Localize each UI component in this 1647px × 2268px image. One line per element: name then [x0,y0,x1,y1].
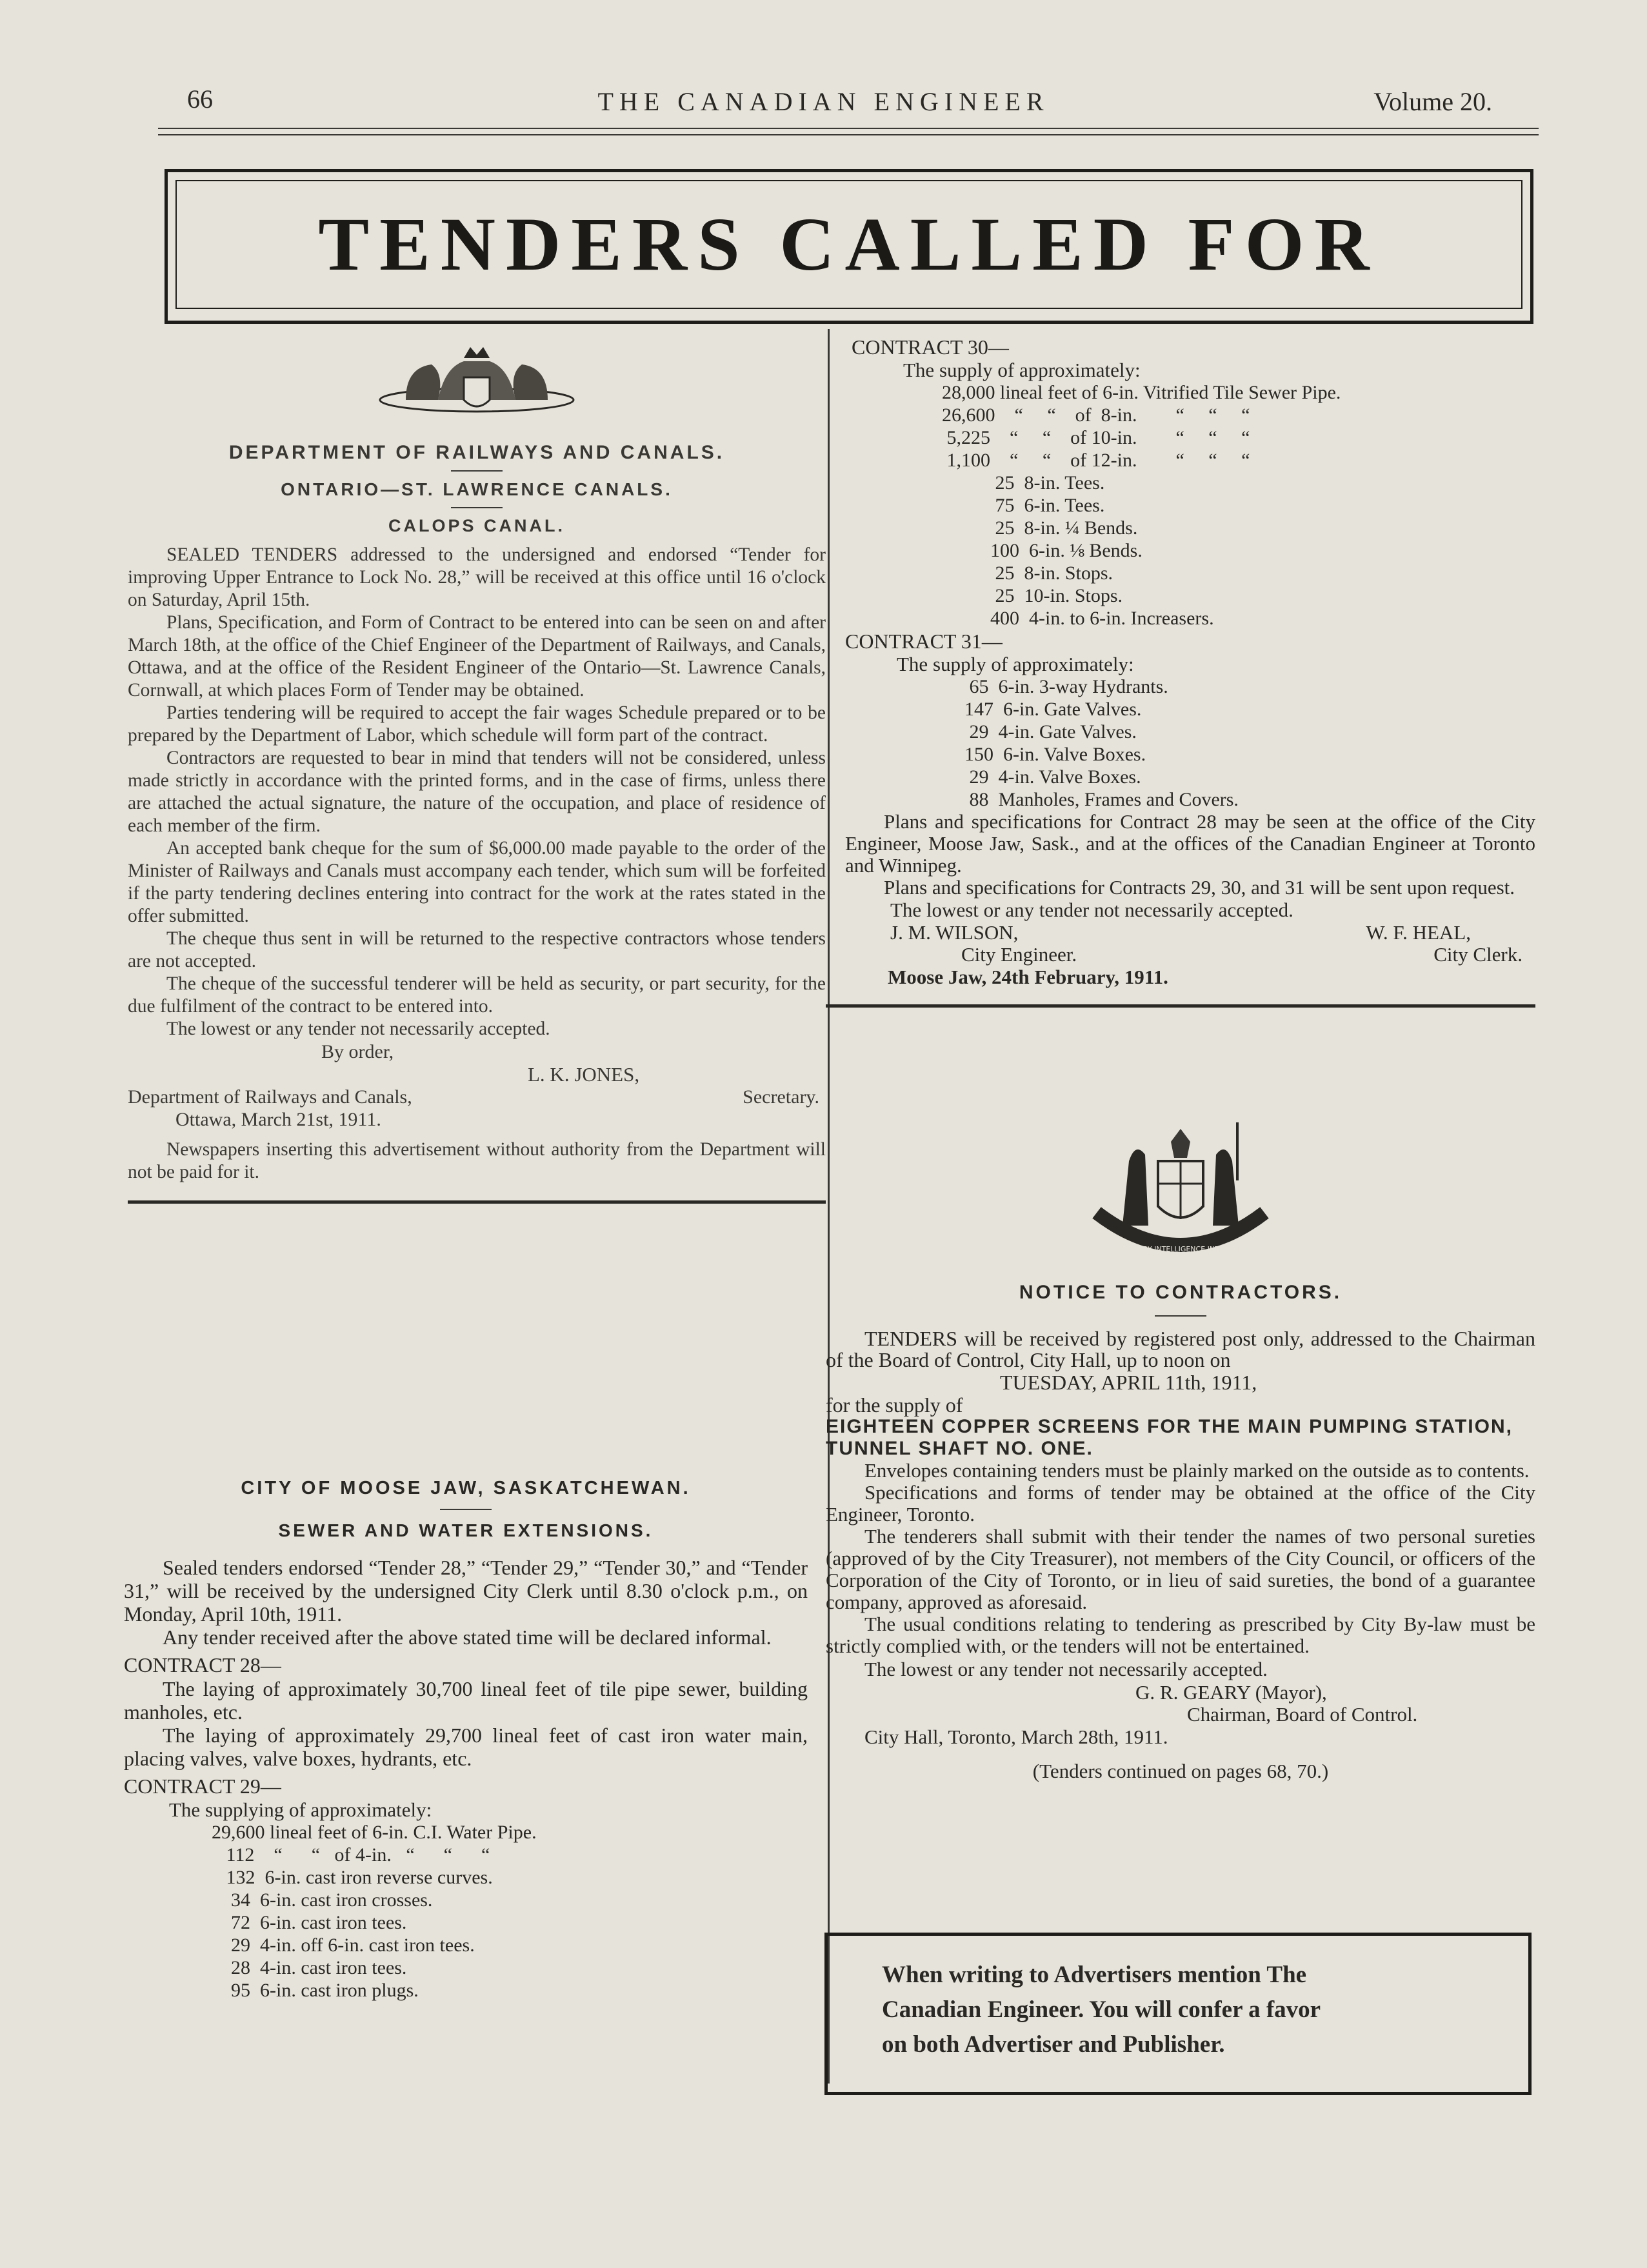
toronto-specifications: Specifications and forms of tender may be obtained at the office of the City Engineer, Toronto. [826,1481,1535,1526]
toronto-intro: TENDERS will be received by registered post only, addressed to the Chairman of the Board of Control, City Hall, up to noon on [826,1327,1535,1371]
toronto-signer-title: Chairman, Board of Control. [1187,1703,1418,1726]
railways-dept-name: Department of Railways and Canals, [128,1086,412,1108]
contract-31-row: 29 4-in. Valve Boxes. [955,766,1141,788]
railways-secretary: Secretary. [743,1086,819,1108]
city-clerk-title: City Clerk. [1433,943,1522,966]
contract-29-row: 112 “ “ of 4-in. “ “ “ [212,1844,490,1865]
advertiser-notice [824,1933,1532,2095]
contract-31-row: 29 4-in. Gate Valves. [955,721,1137,742]
contract-29-row: 28 4-in. cast iron tees. [212,1957,407,1978]
toronto-arms-icon [1084,1116,1277,1271]
banner-inner-frame [175,180,1522,309]
toronto-title: NOTICE TO CONTRACTORS. [1019,1282,1343,1303]
city-engineer-title: City Engineer. [961,943,1077,966]
railways-canal-name: CALOPS CANAL. [388,516,565,535]
contract-29-row: 34 6-in. cast iron crosses. [212,1889,433,1911]
moosejaw-title: CITY OF MOOSE JAW, SASKATCHEWAN. [241,1478,691,1498]
railways-by-order: By order, [321,1041,394,1062]
motto-text: INDUSTRY INTELLIGENCE INTEGRITY [1116,1245,1245,1253]
moosejaw-subtitle: SEWER AND WATER EXTENSIONS. [278,1520,654,1540]
contract-30-list [852,381,1535,630]
contract-31-row: 150 6-in. Valve Boxes. [955,744,1146,765]
contract-30-row: 25 10-in. Stops. [942,585,1123,606]
tenders-continued-note: (Tenders continued on pages 68, 70.) [1032,1760,1329,1782]
moosejaw-notice [124,1477,808,2002]
contract-31-heading: CONTRACT 31— [845,630,1003,653]
railways-notice [128,342,826,1204]
moosejaw-signatures-1 [852,922,1535,944]
railways-newspapers-note: Newspapers inserting this advertisement without authority from the Department will not be paid for it. [128,1139,826,1182]
contract-30-intro: The supply of approximately: [903,359,1141,381]
contract-29-list [124,1821,808,2002]
magazine-title: THE CANADIAN ENGINEER [597,87,1050,116]
contract-30-row: 400 4-in. to 6-in. Increasers. [942,608,1214,629]
toronto-envelopes: Envelopes containing tenders must be plainly marked on the outside as to contents. [864,1459,1530,1482]
contract-28-heading: CONTRACT 28— [124,1653,281,1676]
moosejaw-signatures-2 [852,944,1535,966]
toronto-for-line: for the supply of [826,1393,963,1417]
contract-29-intro: The supplying of approximately: [169,1798,432,1821]
railways-signer: L. K. JONES, [528,1063,640,1086]
railways-paragraph: The lowest or any tender not necessarily accepted. [166,1019,550,1039]
city-clerk-name: W. F. HEAL, [1366,921,1471,944]
toronto-conditions: The usual conditions relating to tendering as prescribed by City By-law must be strictly complied with, or the tenders will not be entertained. [826,1613,1535,1657]
contract-28-sewer: The laying of approximately 30,700 lineal feet of tile pipe sewer, building manholes, etc. [124,1677,808,1724]
ad-line: on both Advertiser and Publisher. [882,2031,1225,2058]
moosejaw-lowest: The lowest or any tender not necessarily accepted. [890,899,1293,921]
moosejaw-notice-continued [845,335,1535,1008]
toronto-signer: G. R. GEARY (Mayor), [1135,1681,1327,1704]
contract-29-row: 29 4-in. off 6-in. cast iron tees. [212,1935,475,1956]
contract-29-heading: CONTRACT 29— [124,1775,281,1798]
contract-30-row: 25 8-in. Stops. [942,562,1113,584]
contract-30-row: 100 6-in. ⅛ Bends. [942,540,1143,561]
railways-dept-line [128,1086,826,1108]
contract-31-row: 147 6-in. Gate Valves. [955,699,1142,720]
divider [440,1509,492,1510]
plans-other-contracts: Plans and specifications for Contracts 29, 30, and 31 will be sent upon request. [884,876,1515,899]
plans-contract-28: Plans and specifications for Contract 28 may be seen at the office of the City Engineer, Moose Jaw, Sask., and at the offices of the Canadian Engineer at Toronto and Winnipeg. [845,810,1535,877]
contract-29-row: 132 6-in. cast iron reverse curves. [212,1867,493,1888]
contract-28-water: The laying of approximately 29,700 lineal feet of cast iron water main, placing valves, valve boxes, hydrants, etc. [124,1724,808,1770]
contract-30-row: 26,600 “ “ of 8-in. “ “ “ [942,404,1250,426]
contract-30-row: 75 6-in. Tees. [942,495,1105,516]
railways-dept-heading: DEPARTMENT OF RAILWAYS AND CANALS. [228,442,725,463]
railways-date: Ottawa, March 21st, 1911. [175,1109,381,1130]
railways-paragraph: The cheque thus sent in will be returned to the respective contractors whose tenders are not accepted. [128,928,826,971]
volume-label: Volume 20. [1373,87,1492,116]
railways-paragraph: Contractors are requested to bear in mind that tenders will not be considered, unless made strictly in accordance with the printed forms, and in the case of firms, unless there are attached the actual signature, the nature of the occupation, and place of residence of each member of the firm. [128,748,826,836]
contract-30-row: 1,100 “ “ of 12-in. “ “ “ [942,450,1250,471]
city-engineer-name: J. M. WILSON, [890,921,1019,944]
moosejaw-intro: Sealed tenders endorsed “Tender 28,” “Tender 29,” “Tender 30,” and “Tender 31,” will be received by the undersigned City Clerk until 8.30 o'clock p.m., on Monday, April 10th, 1911. [124,1556,808,1626]
banner-title: TENDERS CALLED FOR [318,202,1380,286]
toronto-date: TUESDAY, APRIL 11th, 1911, [1000,1371,1257,1394]
page-number: 66 [187,85,213,114]
contract-31-intro: The supply of approximately: [897,653,1134,675]
contract-30-row: 25 8-in. ¼ Bends. [942,517,1138,539]
section-divider [826,1004,1535,1008]
contract-30-row: 25 8-in. Tees. [942,472,1105,493]
toronto-supply-item: EIGHTEEN COPPER SCREENS FOR THE MAIN PUMPING STATION, TUNNEL SHAFT NO. ONE. [826,1416,1513,1459]
contract-31-list [852,675,1535,811]
railways-paragraph: The cheque of the successful tenderer will be held as security, or part security, for the due fulfilment of the contract to be entered into. [128,973,826,1017]
contract-31-row: 65 6-in. 3-way Hydrants. [955,676,1168,697]
header-rule [158,128,1539,129]
toronto-sureties: The tenderers shall submit with their tender the names of two personal sureties (approved of by the City Treasurer), not members of the City Council, or officers of the Corporation of the City of Toronto, or in lieu of said sureties, the bond of a guarantee company, approved as aforesaid. [826,1525,1535,1613]
railways-paragraph: An accepted bank cheque for the sum of $6,000.00 made payable to the order of the Minister of Railways and Canals must accompany each tender, which sum will be forfeited if the party tendering declines entering into contract for the work at the rates stated in the offer submitted. [128,838,826,926]
banner [165,169,1533,324]
railways-canals-heading: ONTARIO—ST. LAWRENCE CANALS. [281,479,673,499]
railways-paragraph: SEALED TENDERS addressed to the undersigned and endorsed “Tender for improving Upper Entrance to Lock No. 28,” will be received at this office until 16 o'clock on Saturday, April 15th. [128,544,826,610]
railways-paragraph: Plans, Specification, and Form of Contract to be entered into can be seen on and after March 18th, at the office of the Chief Engineer of the Department of Railways, and Canals, Ottawa, and at the office of the Resident Engineer of the Ontario—St. Lawrence Canals, Cornwall, at which places Form of Tender may be obtained. [128,612,826,701]
contract-31-row: 88 Manholes, Frames and Covers. [955,789,1239,810]
divider [1155,1315,1206,1317]
ad-line: Canadian Engineer. You will confer a favor [882,1996,1321,2023]
contract-29-row: 95 6-in. cast iron plugs. [212,1980,419,2001]
moosejaw-date: Moose Jaw, 24th February, 1911. [888,966,1168,988]
contract-30-row: 28,000 lineal feet of 6-in. Vitrified Tile Sewer Pipe. [942,382,1341,403]
ad-line: When writing to Advertisers mention The [882,1962,1307,1988]
contract-30-row: 5,225 “ “ of 10-in. “ “ “ [942,427,1250,448]
contract-30-heading: CONTRACT 30— [852,335,1009,359]
section-divider [128,1200,826,1204]
divider [451,470,503,472]
moosejaw-late-note: Any tender received after the above stated time will be declared informal. [163,1626,772,1649]
header-rule-2 [158,134,1539,135]
royal-arms-icon [367,342,586,426]
contract-29-row: 72 6-in. cast iron tees. [212,1912,407,1933]
railways-paragraph: Parties tendering will be required to accept the fair wages Schedule prepared or to be prepared by the Department of Labor, which schedule will form part of the contract. [128,702,826,746]
divider [451,507,503,508]
contract-29-row: 29,600 lineal feet of 6-in. C.I. Water Pipe. [212,1822,537,1843]
toronto-lowest: The lowest or any tender not necessarily accepted. [864,1658,1268,1680]
toronto-place-date: City Hall, Toronto, March 28th, 1911. [864,1726,1168,1748]
toronto-notice [826,1116,1535,1782]
